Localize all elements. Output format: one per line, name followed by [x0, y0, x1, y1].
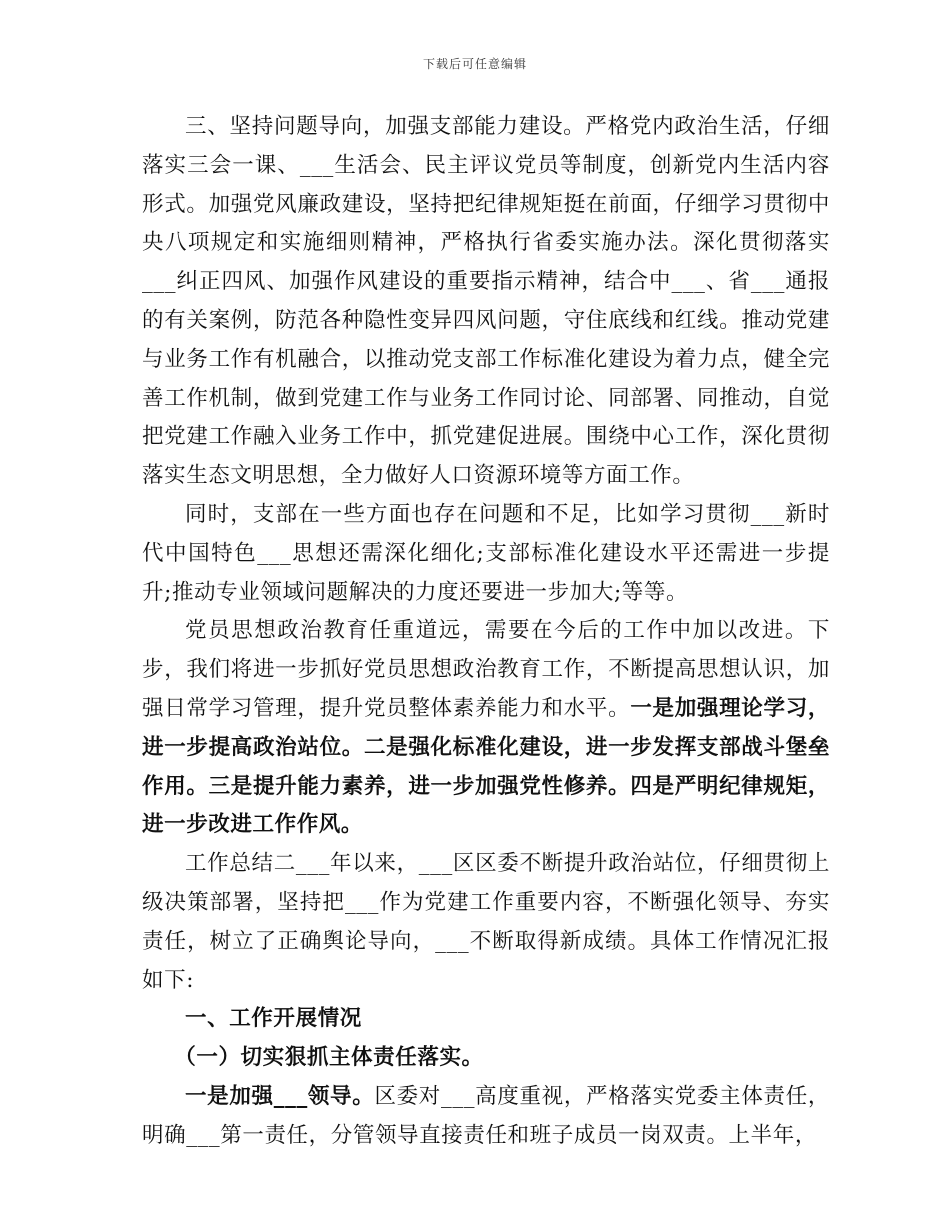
- subsection-heading: （一）切实狠抓主体责任落实。: [174, 1045, 484, 1071]
- paragraph-4: 工作总结二___年以来，___区区委不断提升政治站位，仔细贯彻上级决策部署，坚持把___作为党建工作重要内容，不断强化领导、夯实责任，树立了正确舆论导向，___不断取得新成绩。具体工作情况汇报如下:: [142, 851, 830, 993]
- section-heading: 一、工作开展情况: [185, 1006, 362, 1032]
- paragraph-5-bold-lead: 一是加强___领导。: [185, 1083, 375, 1109]
- document-body: [142, 108, 830, 1156]
- page-header: 下载后可任意编辑: [422, 57, 527, 71]
- paragraph-5: [142, 1078, 830, 1156]
- paragraph-3-bold-text: 一是加强理论学习，进一步提高政治站位。二是强化标准化建设，进一步发挥支部战斗堡垒作用。三是提升能力素养，进一步加强党性修养。四是严明纪律规矩，进一步改进工作作风。: [142, 695, 831, 838]
- paragraph-2: 同时，支部在一些方面也存在问题和不足，比如学习贯彻___新时代中国特色___思想还需深化细化;支部标准化建设水平还需进一步提升;推动专业领域问题解决的力度还要进一步加大;等等。: [142, 501, 830, 605]
- paragraph-5-text: 区委对___高度重视，严格落实党委主体责任，明确___第一责任，分管领导直接责任和班子成员一岗双责。上半年，: [142, 1083, 830, 1148]
- paragraph-1: 三、坚持问题导向，加强支部能力建设。严格党内政治生活，仔细落实三会一课、___生活会、民主评议党员等制度，创新党内生活内容形式。加强党风廉政建设，坚持把纪律规矩挺在前面，仔细学习贯彻中央八项规定和实施细则精神，严格执行省委实施办法。深化贯彻落实___纠正四风、加强作风建设的重要指示精神，结合中___、省___通报的有关案例，防范各种隐性变异四风问题，守住底线和红线。推动党建与业务工作有机融合，以推动党支部工作标准化建设为着力点，健全完善工作机制，做到党建工作与业务工作同讨论、同部署、同推动，自觉把党建工作融入业务工作中，抓党建促进展。围绕中心工作，深化贯彻落实生态文明思想，全力做好人口资源环境等方面工作。: [142, 114, 830, 489]
- paragraph-3-text: 党员思想政治教育任重道远，需要在今后的工作中加以改进。下步，我们将进一步抓好党员思想政治教育工作，不断提高思想认识，加强日常学习管理，提升党员整体素养能力和水平。: [142, 618, 830, 721]
- paragraph-3: [142, 612, 830, 845]
